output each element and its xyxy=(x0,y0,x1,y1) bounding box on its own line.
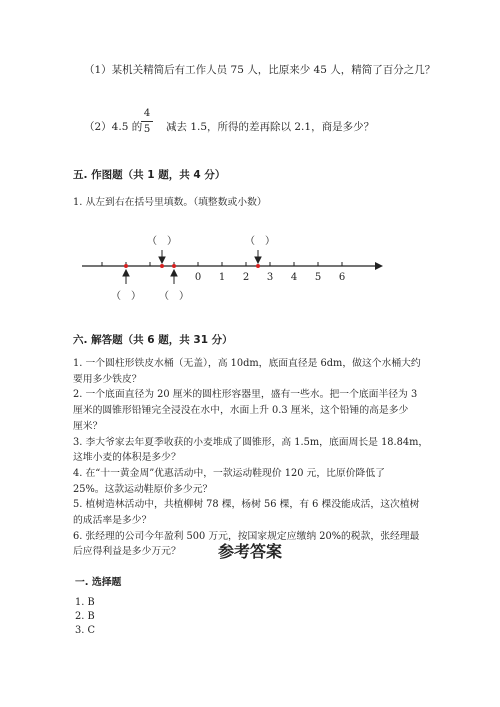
problem-line: 要用多少铁皮？ xyxy=(73,373,142,385)
problem-line: 1. 一个圆柱形铁皮水桶（无盖），高 10dm，底面直径是 6dm，做这个水桶大约 xyxy=(73,358,421,369)
number-line-arrows xyxy=(123,250,261,284)
number-line-arrowhead xyxy=(375,262,383,270)
answers-section-1-title: 一. 选择题 xyxy=(75,577,122,588)
tick-label-6: 6 xyxy=(338,272,346,283)
problem-2-prefix: （2）4.5 的 xyxy=(84,121,143,133)
tick-label-1: 1 xyxy=(218,272,226,283)
section-5-question: 1. 从左到右在括号里填数。（填整数或小数） xyxy=(73,197,267,208)
tick-label-3: 3 xyxy=(266,272,274,283)
problem-line: 2. 一个底面直径为 20 厘米的圆柱形容器里，盛有一些水。把一个底面半径为 3 xyxy=(73,389,418,401)
answer-bracket-bottom-left: （ ） xyxy=(111,291,141,302)
problem-line: 厘米的圆锥形铅锤完全浸没在水中，水面上升 0.3 厘米，这个铅锤的高是多少 xyxy=(73,405,409,417)
answer-bracket-bottom-right: （ ） xyxy=(159,291,189,302)
number-line-brackets xyxy=(111,235,275,302)
fraction-denominator: 5 xyxy=(143,124,151,135)
answer-item-1: 1. B xyxy=(75,597,95,608)
answer-item-3: 3. C xyxy=(75,625,95,636)
tick-label-5: 5 xyxy=(314,272,322,283)
problem-line: 后应得利益是多少万元？ xyxy=(73,546,181,558)
answer-bracket-top-left: （ ） xyxy=(147,236,177,247)
problem-line: 厘米？ xyxy=(73,420,103,432)
answer-bracket-top-right: （ ） xyxy=(245,236,275,247)
problem-line: 4. 在“十一黄金周”优惠活动中，一款运动鞋现价 120 元，比原价降低了 xyxy=(73,467,385,479)
problem-line: 这堆小麦的体积是多少？ xyxy=(73,452,181,464)
problem-2-suffix: 减去 1.5，所得的差再除以 2.1，商是多少？ xyxy=(166,121,375,133)
answers-title: 参考答案 xyxy=(217,542,282,561)
problem-1: （1）某机关精简后有工作人员 75 人，比原来少 45 人，精简了百分之几？ xyxy=(84,64,436,76)
problem-line: 5. 植树造林活动中，共植柳树 78 棵，杨树 56 棵，有 6 棵没能成活，这次植树 xyxy=(73,499,420,511)
problem-line: 6. 张经理的公司今年盈利 500 万元，按国家规定应缴纳 20%的税款，张经理最 xyxy=(73,530,420,542)
tick-label-2: 2 xyxy=(242,272,250,283)
section-6-title: 六. 解答题（共 6 题，共 31 分） xyxy=(73,334,233,346)
tick-label-0: 0 xyxy=(194,272,202,283)
number-line-tick-labels xyxy=(195,272,345,283)
tick-label-4: 4 xyxy=(290,272,298,283)
answer-item-2: 2. B xyxy=(75,611,95,622)
problem-line: 25%。这款运动鞋原价多少元？ xyxy=(73,483,213,495)
fraction-numerator: 4 xyxy=(143,108,151,119)
problem-line: 3. 李大爷家去年夏季收获的小麦堆成了圆锥形，高 1.5m，底面周长是 18.84m， xyxy=(73,436,429,448)
problem-line: 的成活率是多少？ xyxy=(73,515,152,527)
section-6-problems xyxy=(73,356,429,560)
section-5-title: 五. 作图题（共 1 题，共 4 分） xyxy=(73,169,226,181)
